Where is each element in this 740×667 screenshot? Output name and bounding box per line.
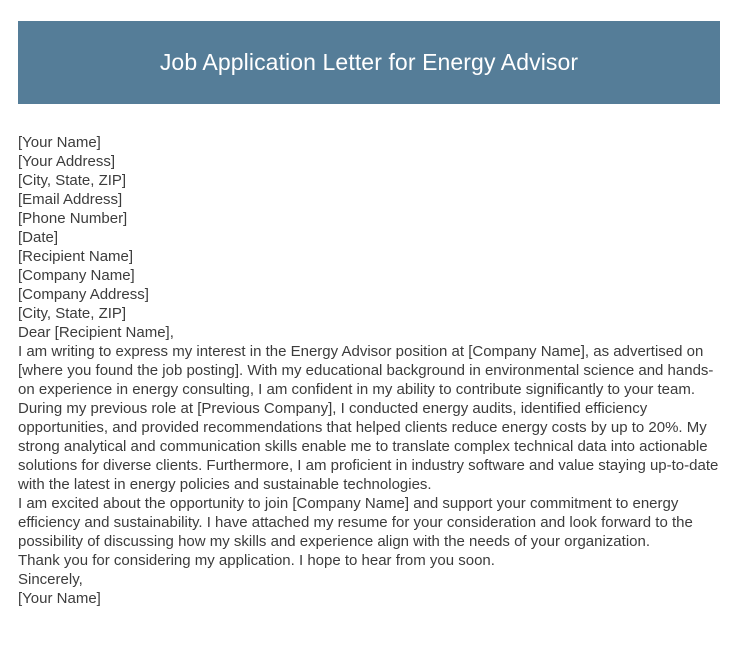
recipient-line: [Recipient Name] <box>18 248 134 265</box>
sender-line: [Date] <box>18 229 59 246</box>
body-paragraph: I am writing to express my interest in the Energy Advisor position at [Company Name], as advertised on [where you found the job posting]. With my educational background in environmental science and hands-on experience in energy consulting, I am confident in my ability to contribute significantly to your team. <box>18 343 714 398</box>
header-banner <box>18 21 720 104</box>
recipient-line: [Company Name] <box>18 267 135 284</box>
signature: [Your Name] <box>18 590 101 607</box>
closing: Sincerely, <box>18 571 83 588</box>
body-paragraph: I am excited about the opportunity to join [Company Name] and support your commitment to energy efficiency and sustainability. I have attached my resume for your consideration and look forward to the possibility of discussing how my skills and experience align with the needs of your organization. <box>18 495 693 550</box>
recipient-line: [Company Address] <box>18 286 149 303</box>
sender-line: [Email Address] <box>18 191 123 208</box>
body-paragraph: During my previous role at [Previous Company], I conducted energy audits, identified efficiency opportunities, and provided recommendations that helped clients reduce energy costs by up to 20%. My strong analytical and communication skills enable me to translate complex technical data into actionable solutions for diverse clients. Furthermore, I am proficient in industry software and value staying up-to-date with the latest in energy policies and sustainable technologies. <box>18 400 719 493</box>
recipient-line: [City, State, ZIP] <box>18 305 127 322</box>
salutation: Dear [Recipient Name], <box>18 324 174 341</box>
sender-address-block <box>18 133 720 247</box>
letter-body <box>18 133 720 608</box>
page-title: Job Application Letter for Energy Advisor <box>159 48 579 75</box>
sender-line: [City, State, ZIP] <box>18 172 127 189</box>
sender-line: [Phone Number] <box>18 210 128 227</box>
body-paragraph: Thank you for considering my application. I hope to hear from you soon. <box>18 552 495 569</box>
sender-line: [Your Address] <box>18 153 116 170</box>
recipient-address-block <box>18 247 720 323</box>
sender-line: [Your Name] <box>18 134 101 151</box>
